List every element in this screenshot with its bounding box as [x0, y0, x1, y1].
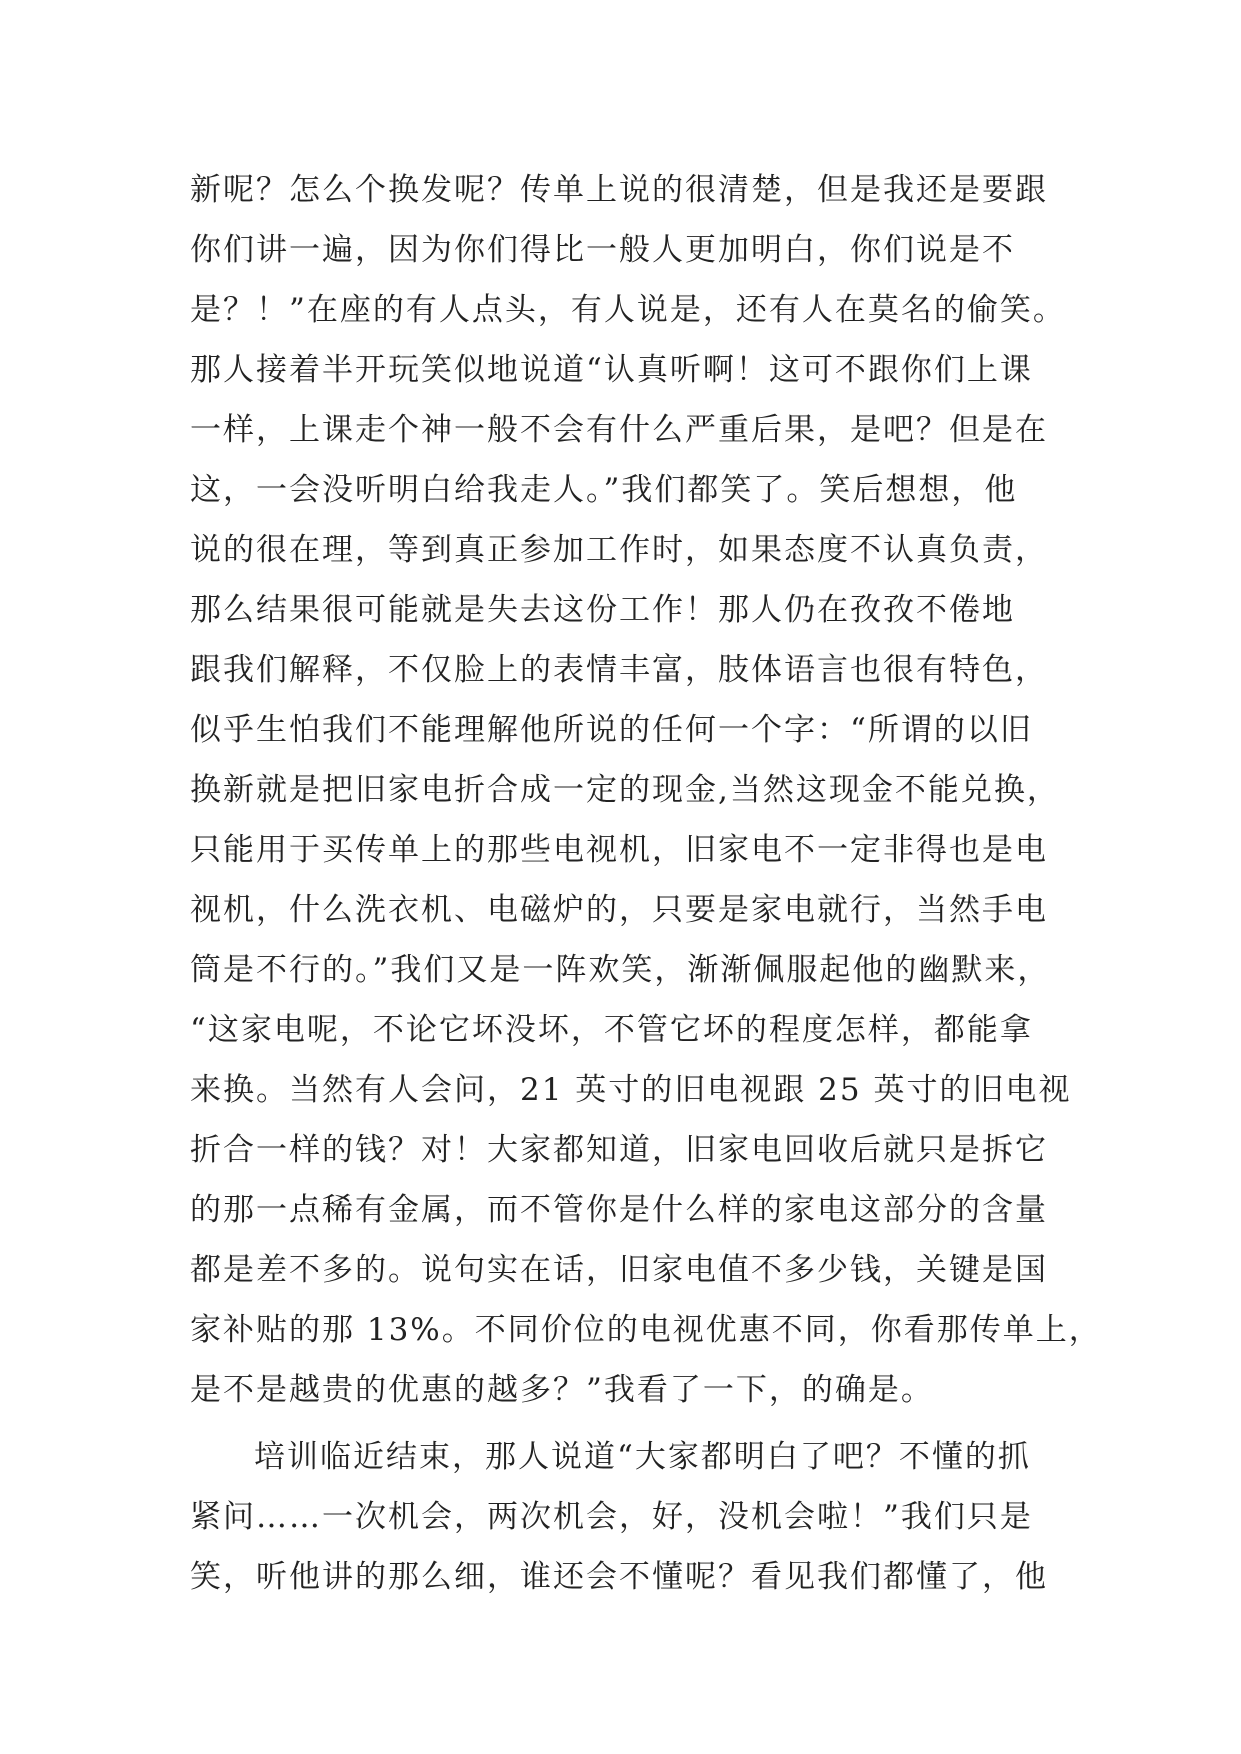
- text-line: 是不是越贵的优惠的越多？”我看了一下，的确是。: [190, 1372, 934, 1408]
- text-line: 你们讲一遍，因为你们得比一般人更加明白，你们说是不: [190, 232, 1015, 268]
- text-line: 紧问……一次机会，两次机会，好，没机会啦！”我们只是: [190, 1499, 1033, 1535]
- text-line: 只能用于买传单上的那些电视机，旧家电不一定非得也是电: [190, 832, 1048, 868]
- text-line: 家补贴的那 13%。不同价位的电视优惠不同，你看那传单上，: [190, 1312, 1102, 1348]
- text-line: 筒是不行的。”我们又是一阵欢笑，渐渐佩服起他的幽默来，: [190, 952, 1051, 988]
- text-line: 折合一样的钱？对！大家都知道，旧家电回收后就只是拆它: [190, 1132, 1048, 1168]
- text-line: 说的很在理，等到真正参加工作时，如果态度不认真负责，: [190, 532, 1048, 568]
- text-line: 视机，什么洗衣机、电磁炉的，只要是家电就行，当然手电: [190, 892, 1048, 928]
- body-text: [190, 160, 1102, 1607]
- text-line: 的那一点稀有金属，而不管你是什么样的家电这部分的含量: [190, 1192, 1048, 1228]
- text-line: 那人接着半开玩笑似地说道“认真听啊！这可不跟你们上课: [190, 352, 1033, 388]
- text-line: 一样，上课走个神一般不会有什么严重后果，是吧？但是在: [190, 412, 1048, 448]
- text-line: 笑，听他讲的那么细，谁还会不懂呢？看见我们都懂了，他: [190, 1559, 1048, 1595]
- text-line: 似乎生怕我们不能理解他所说的任何一个字：“所谓的以旧: [190, 712, 1033, 748]
- text-line: 换新就是把旧家电折合成一定的现金,当然这现金不能兑换，: [190, 772, 1060, 808]
- paragraph-first-line: 培训临近结束，那人说道“大家都明白了吧？不懂的抓: [254, 1439, 1031, 1475]
- text-line: 那么结果很可能就是失去这份工作！那人仍在孜孜不倦地: [190, 592, 1015, 628]
- text-line: 是？！”在座的有人点头，有人说是，还有人在莫名的偷笑。: [190, 292, 1066, 328]
- text-line: 新呢？怎么个换发呢？传单上说的很清楚，但是我还是要跟: [190, 172, 1048, 208]
- text-line: 跟我们解释，不仅脸上的表情丰富，肢体语言也很有特色，: [190, 652, 1048, 688]
- text-line: 来换。当然有人会问，21 英寸的旧电视跟 25 英寸的旧电视: [190, 1072, 1072, 1108]
- text-line: 都是差不多的。说句实在话，旧家电值不多少钱，关键是国: [190, 1252, 1048, 1288]
- text-line: “这家电呢，不论它坏没坏，不管它坏的程度怎样，都能拿: [190, 1012, 1033, 1048]
- text-line: 这，一会没听明白给我走人。”我们都笑了。笑后想想，他: [190, 472, 1018, 508]
